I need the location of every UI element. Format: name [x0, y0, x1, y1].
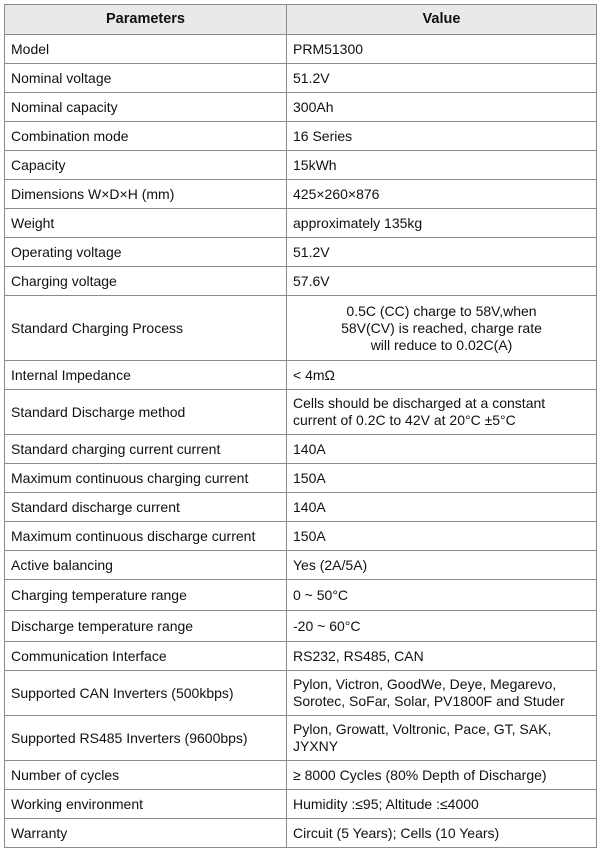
param-cell: Standard Discharge method [5, 390, 287, 435]
table-row [5, 435, 597, 464]
value-line: current of 0.2C to 42V at 20°C ±5°C [293, 412, 516, 428]
value-line: 58V(CV) is reached, charge rate [341, 319, 542, 336]
value-cell [287, 716, 597, 761]
value-cell: Yes (2A/5A) [287, 551, 597, 580]
value-cell: 150A [287, 464, 597, 493]
param-cell: Supported CAN Inverters (500kbps) [5, 671, 287, 716]
table-row [5, 642, 597, 671]
table-row [5, 716, 597, 761]
table-row [5, 790, 597, 819]
table-header-row [5, 5, 597, 35]
table-row [5, 761, 597, 790]
table-row [5, 361, 597, 390]
value-line: Cells should be discharged at a constant [293, 395, 546, 411]
param-cell: Communication Interface [5, 642, 287, 671]
header-value: Value [287, 5, 597, 35]
value-line: Sorotec, SoFar, Solar, PV1800F and Studer [293, 693, 565, 709]
value-cell: RS232, RS485, CAN [287, 642, 597, 671]
table-row [5, 390, 597, 435]
param-cell: Number of cycles [5, 761, 287, 790]
value-cell: < 4mΩ [287, 361, 597, 390]
param-cell: Weight [5, 209, 287, 238]
param-cell: Nominal capacity [5, 93, 287, 122]
table-row [5, 64, 597, 93]
table-row [5, 819, 597, 848]
param-cell: Working environment [5, 790, 287, 819]
table-row [5, 296, 597, 361]
value-cell: 140A [287, 435, 597, 464]
spec-table [4, 4, 597, 848]
table-row [5, 122, 597, 151]
table-row [5, 671, 597, 716]
param-cell: Internal Impedance [5, 361, 287, 390]
value-line: will reduce to 0.02C(A) [370, 336, 513, 353]
table-row [5, 611, 597, 642]
param-cell: Discharge temperature range [5, 611, 287, 642]
table-row [5, 464, 597, 493]
value-cell: 300Ah [287, 93, 597, 122]
value-cell: 16 Series [287, 122, 597, 151]
value-cell: 150A [287, 522, 597, 551]
table-row [5, 522, 597, 551]
value-cell: PRM51300 [287, 35, 597, 64]
table-row [5, 238, 597, 267]
value-cell: 15kWh [287, 151, 597, 180]
param-cell: Standard discharge current [5, 493, 287, 522]
table-row [5, 180, 597, 209]
param-cell: Maximum continuous charging current [5, 464, 287, 493]
value-line: 0.5C (CC) charge to 58V,when [346, 302, 537, 319]
table-row [5, 493, 597, 522]
table-row [5, 580, 597, 611]
value-cell: 51.2V [287, 64, 597, 93]
value-cell: 140A [287, 493, 597, 522]
param-cell: Active balancing [5, 551, 287, 580]
value-line: Pylon, Growatt, Voltronic, Pace, GT, SAK, [293, 721, 552, 737]
param-cell: Supported RS485 Inverters (9600bps) [5, 716, 287, 761]
value-cell [287, 671, 597, 716]
table-row [5, 551, 597, 580]
table-row [5, 93, 597, 122]
param-cell: Capacity [5, 151, 287, 180]
param-cell: Nominal voltage [5, 64, 287, 93]
table-row [5, 209, 597, 238]
param-cell: Operating voltage [5, 238, 287, 267]
value-cell: Humidity :≤95; Altitude :≤4000 [287, 790, 597, 819]
value-line: Pylon, Victron, GoodWe, Deye, Megarevo, [293, 676, 557, 692]
value-cell: 0 ~ 50°C [287, 580, 597, 611]
value-cell: 425×260×876 [287, 180, 597, 209]
param-cell: Model [5, 35, 287, 64]
param-cell: Combination mode [5, 122, 287, 151]
value-cell: -20 ~ 60°C [287, 611, 597, 642]
value-cell: ≥ 8000 Cycles (80% Depth of Discharge) [287, 761, 597, 790]
param-cell: Standard charging current current [5, 435, 287, 464]
value-cell: approximately 135kg [287, 209, 597, 238]
header-parameters: Parameters [5, 5, 287, 35]
value-line: JYXNY [293, 738, 339, 754]
value-cell: 51.2V [287, 238, 597, 267]
value-cell [287, 390, 597, 435]
value-cell: 57.6V [287, 267, 597, 296]
value-cell: Circuit (5 Years); Cells (10 Years) [287, 819, 597, 848]
param-cell: Dimensions W×D×H (mm) [5, 180, 287, 209]
table-row [5, 267, 597, 296]
param-cell: Standard Charging Process [5, 296, 287, 361]
param-cell: Warranty [5, 819, 287, 848]
param-cell: Maximum continuous discharge current [5, 522, 287, 551]
value-cell [287, 296, 597, 361]
table-row [5, 35, 597, 64]
param-cell: Charging temperature range [5, 580, 287, 611]
table-row [5, 151, 597, 180]
param-cell: Charging voltage [5, 267, 287, 296]
